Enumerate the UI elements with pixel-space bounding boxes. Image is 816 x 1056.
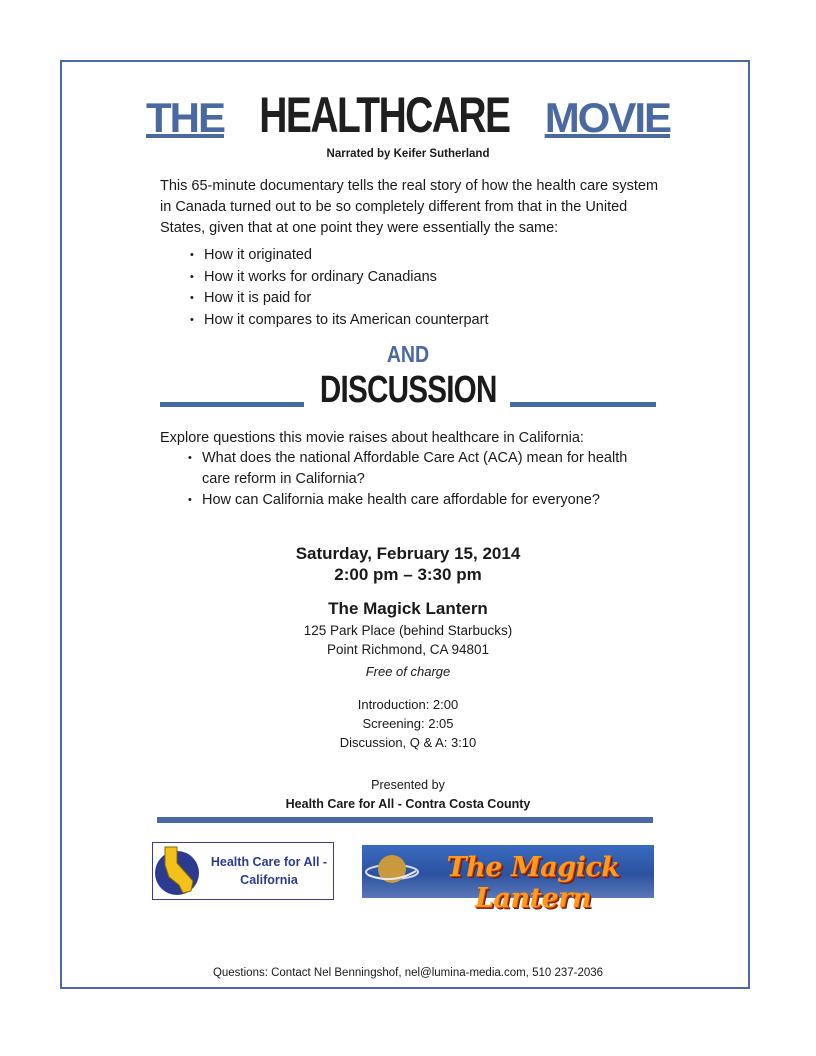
hcfa-california-logo <box>152 842 334 900</box>
list-item: • How it compares to its American counterpart <box>190 310 650 332</box>
presenter-block <box>0 776 816 814</box>
event-datetime <box>0 543 816 585</box>
list-item: • What does the national Affordable Care Act (ACA) mean for health care reform in California? <box>188 448 638 490</box>
hcfa-line-2: California <box>240 873 298 887</box>
magick-lantern-logo <box>362 845 654 914</box>
planet-icon <box>362 845 422 898</box>
and-heading: AND <box>386 341 430 367</box>
bottom-divider <box>157 817 653 823</box>
list-item: • How it works for ordinary Canadians <box>190 267 650 289</box>
schedule-item: Introduction: 2:00 <box>357 697 459 712</box>
presenter-name: Health Care for All - Contra Costa County <box>285 797 531 811</box>
event-schedule <box>0 695 816 752</box>
title-the: THE <box>145 94 224 141</box>
documentary-topics <box>190 245 650 331</box>
schedule-item: Screening: 2:05 <box>362 716 454 731</box>
narrator-credit: Narrated by Keifer Sutherland <box>326 148 490 160</box>
title-healthcare: HEALTHCARE <box>259 87 510 143</box>
address-line-1: 125 Park Place (behind Starbucks) <box>303 623 513 638</box>
divider-right <box>510 402 656 407</box>
venue-address <box>0 621 816 659</box>
list-item: • How it originated <box>190 245 650 267</box>
venue-name: The Magick Lantern <box>328 599 488 618</box>
lantern-logo-text: The Magick Lantern <box>446 852 620 914</box>
discussion-text: DISCUSSION <box>319 369 497 411</box>
address-line-2: Point Richmond, CA 94801 <box>326 642 490 657</box>
list-item: • How it is paid for <box>190 288 650 310</box>
presented-by-label: Presented by <box>371 778 445 792</box>
event-time: 2:00 pm – 3:30 pm <box>334 565 482 584</box>
hcfa-line-1: Health Care for All - <box>210 855 328 869</box>
intro-paragraph: This 65-minute documentary tells the real story of how the health care system in Canada turned out to be so completely different from that in the United States, given that at one point they were essentially the same: <box>160 178 659 236</box>
event-date: Saturday, February 15, 2014 <box>295 544 521 563</box>
explore-text: Explore questions this movie raises about healthcare in California: <box>160 430 584 446</box>
hcfa-logo-text <box>205 853 333 889</box>
schedule-item: Discussion, Q & A: 3:10 <box>339 735 477 750</box>
title-movie: MOVIE <box>544 94 671 141</box>
discussion-heading <box>0 369 816 412</box>
contact-footer: Questions: Contact Nel Benningshof, nel@lumina-media.com, 510 237-2036 <box>212 967 604 979</box>
discussion-questions <box>188 448 638 511</box>
california-map-icon <box>153 841 205 899</box>
movie-title <box>0 86 816 144</box>
price-note: Free of charge <box>365 664 451 679</box>
list-item: • How can California make health care affordable for everyone? <box>188 490 638 511</box>
